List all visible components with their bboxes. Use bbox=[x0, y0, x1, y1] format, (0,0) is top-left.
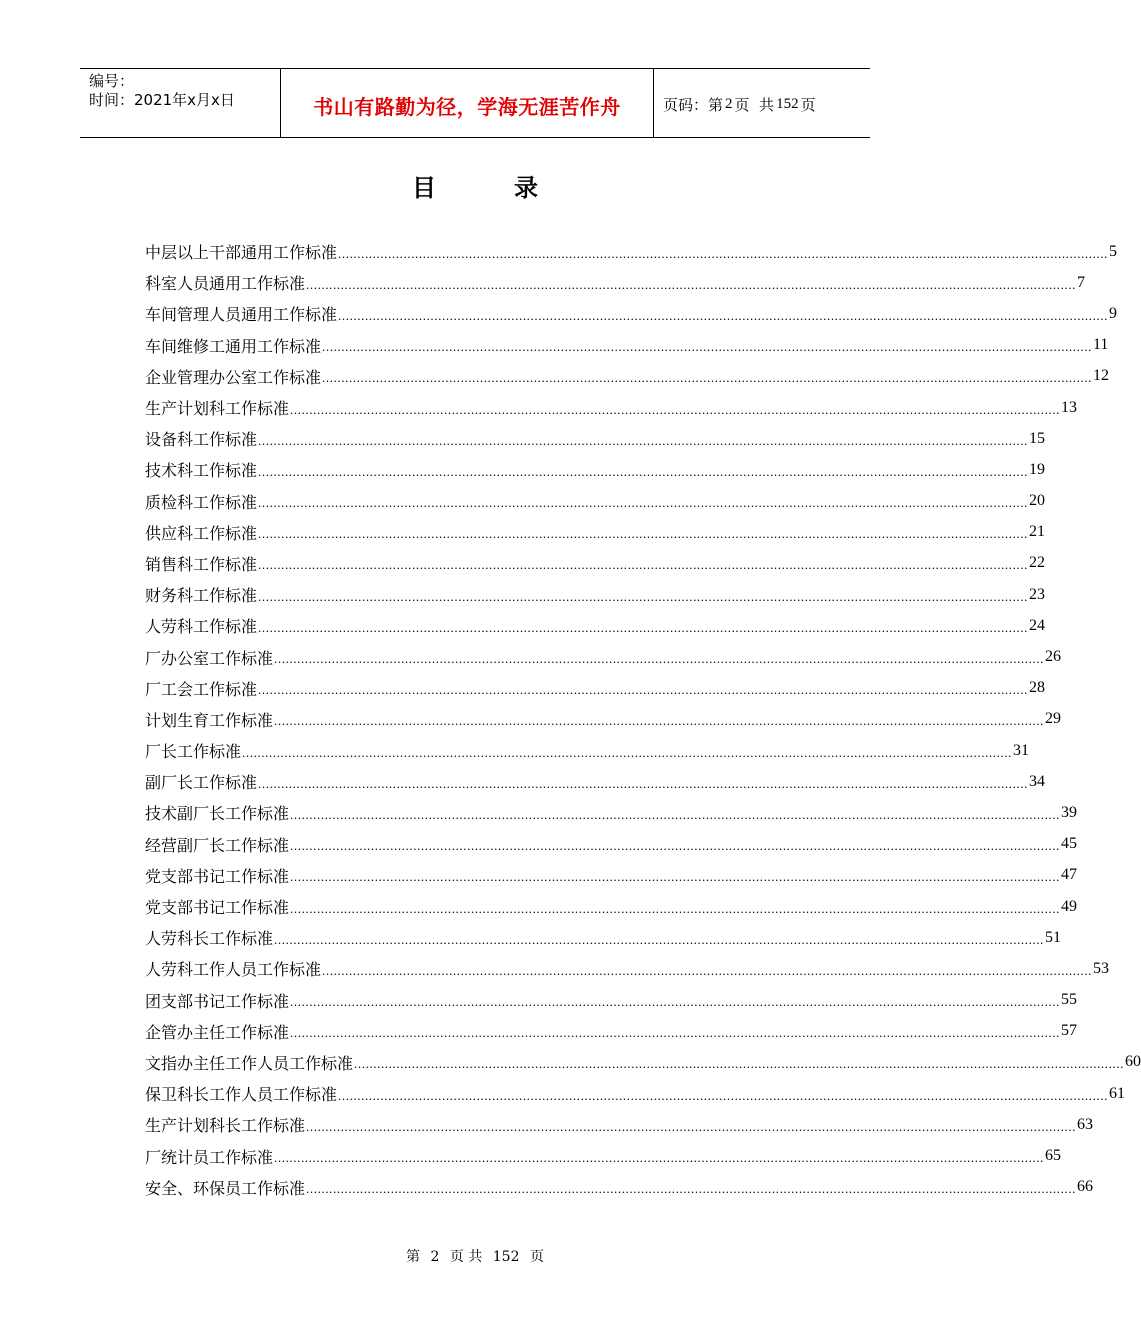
toc-entry[interactable] bbox=[145, 985, 1078, 1016]
toc-entry-label: 生产计划科长工作标准 bbox=[145, 1116, 306, 1136]
toc-leader-dots: ........................................................................................................................................................................................................ bbox=[290, 994, 1061, 1010]
toc-entry-label: 副厂长工作标准 bbox=[145, 773, 258, 793]
toc-entry[interactable] bbox=[145, 829, 1078, 860]
toc-entry-label: 保卫科长工作人员工作标准 bbox=[145, 1085, 338, 1105]
toc-list bbox=[145, 236, 1141, 1203]
toc-entry-page: 51 bbox=[1045, 928, 1062, 946]
toc-entry-page: 45 bbox=[1061, 835, 1078, 853]
toc-entry-page: 19 bbox=[1029, 460, 1046, 478]
toc-entry-label: 厂工会工作标准 bbox=[145, 679, 258, 699]
toc-entry[interactable] bbox=[145, 1109, 1094, 1140]
toc-entry-label: 安全、环保员工作标准 bbox=[145, 1178, 306, 1198]
toc-title bbox=[0, 168, 950, 203]
toc-entry-label: 党支部书记工作标准 bbox=[145, 898, 290, 918]
toc-leader-dots: ........................................................................................................................................................................................................ bbox=[274, 1150, 1045, 1166]
toc-entry[interactable] bbox=[145, 236, 1118, 267]
toc-entry[interactable] bbox=[145, 423, 1046, 454]
toc-entry-page: 21 bbox=[1029, 523, 1046, 541]
header-page-prefix: 页码：第 bbox=[663, 96, 724, 114]
toc-entry-page: 55 bbox=[1061, 991, 1078, 1009]
toc-entry[interactable] bbox=[145, 392, 1078, 423]
toc-entry[interactable] bbox=[145, 797, 1078, 828]
toc-entry-label: 党支部书记工作标准 bbox=[145, 866, 290, 886]
toc-entry-page: 5 bbox=[1109, 242, 1118, 260]
toc-entry-page: 15 bbox=[1029, 429, 1046, 447]
toc-leader-dots: ........................................................................................................................................................................................................ bbox=[322, 339, 1093, 355]
toc-entry-page: 53 bbox=[1093, 959, 1110, 977]
toc-leader-dots: ........................................................................................................................................................................................................ bbox=[322, 370, 1093, 386]
toc-entry[interactable] bbox=[145, 673, 1046, 704]
toc-leader-dots: ........................................................................................................................................................................................................ bbox=[258, 526, 1029, 542]
toc-entry-page: 9 bbox=[1109, 304, 1118, 322]
toc-leader-dots: ........................................................................................................................................................................................................ bbox=[258, 775, 1029, 791]
toc-leader-dots: ........................................................................................................................................................................................................ bbox=[258, 682, 1029, 698]
toc-entry-label: 销售科工作标准 bbox=[145, 554, 258, 574]
toc-entry-page: 20 bbox=[1029, 492, 1046, 510]
toc-entry-page: 63 bbox=[1077, 1115, 1094, 1133]
toc-leader-dots: ........................................................................................................................................................................................................ bbox=[338, 307, 1109, 323]
toc-entry-label: 质检科工作标准 bbox=[145, 492, 258, 512]
toc-entry-page: 65 bbox=[1045, 1147, 1062, 1165]
toc-entry-page: 60 bbox=[1125, 1053, 1141, 1071]
toc-leader-dots: ........................................................................................................................................................................................................ bbox=[274, 931, 1045, 947]
toc-entry[interactable] bbox=[145, 1016, 1078, 1047]
footer-prefix: 第 bbox=[406, 1249, 421, 1265]
toc-entry-page: 7 bbox=[1077, 273, 1086, 291]
toc-leader-dots: ........................................................................................................................................................................................................ bbox=[290, 806, 1061, 822]
toc-entry-label: 科室人员通用工作标准 bbox=[145, 274, 306, 294]
toc-leader-dots: ........................................................................................................................................................................................................ bbox=[290, 1025, 1061, 1041]
toc-entry-page: 29 bbox=[1045, 710, 1062, 728]
toc-leader-dots: ........................................................................................................................................................................................................ bbox=[274, 651, 1045, 667]
toc-entry[interactable] bbox=[145, 548, 1046, 579]
toc-leader-dots: ........................................................................................................................................................................................................ bbox=[354, 1056, 1125, 1072]
toc-entry-label: 企业管理办公室工作标准 bbox=[145, 367, 322, 387]
toc-leader-dots: ........................................................................................................................................................................................................ bbox=[258, 557, 1029, 573]
toc-entry[interactable] bbox=[145, 610, 1046, 641]
toc-leader-dots: ........................................................................................................................................................................................................ bbox=[338, 245, 1109, 261]
header-page-total: 152 bbox=[776, 96, 799, 112]
toc-leader-dots: ........................................................................................................................................................................................................ bbox=[306, 1118, 1077, 1134]
toc-entry[interactable] bbox=[145, 517, 1046, 548]
document-time-label: 时间：2021年x月x日 bbox=[89, 91, 235, 109]
toc-entry-label: 人劳科工作标准 bbox=[145, 617, 258, 637]
header-page-info bbox=[654, 69, 870, 137]
toc-entry[interactable] bbox=[145, 579, 1046, 610]
header-page-current: 2 bbox=[725, 96, 733, 112]
toc-entry[interactable] bbox=[145, 1047, 1141, 1078]
header-page-mid: 页 共 bbox=[734, 96, 775, 114]
toc-entry-label: 技术副厂长工作标准 bbox=[145, 804, 290, 824]
footer-mid: 页 共 bbox=[449, 1249, 483, 1265]
toc-entry[interactable] bbox=[145, 704, 1062, 735]
toc-entry-label: 车间管理人员通用工作标准 bbox=[145, 305, 338, 325]
toc-entry-label: 人劳科长工作标准 bbox=[145, 929, 274, 949]
toc-entry-label: 文指办主任工作人员工作标准 bbox=[145, 1053, 354, 1073]
toc-entry-page: 47 bbox=[1061, 866, 1078, 884]
toc-entry-label: 计划生育工作标准 bbox=[145, 710, 274, 730]
toc-entry-page: 34 bbox=[1029, 772, 1046, 790]
toc-entry-label: 车间维修工通用工作标准 bbox=[145, 336, 322, 356]
toc-leader-dots: ........................................................................................................................................................................................................ bbox=[306, 276, 1077, 292]
toc-entry[interactable] bbox=[145, 330, 1109, 361]
header-motto: 书山有路勤为径，学海无涯苦作舟 bbox=[281, 69, 654, 137]
toc-entry-page: 13 bbox=[1061, 398, 1078, 416]
toc-entry-page: 24 bbox=[1029, 616, 1046, 634]
toc-entry[interactable] bbox=[145, 486, 1046, 517]
toc-entry-page: 31 bbox=[1013, 741, 1030, 759]
toc-entry-label: 厂长工作标准 bbox=[145, 742, 242, 762]
toc-entry[interactable] bbox=[145, 641, 1062, 672]
toc-leader-dots: ........................................................................................................................................................................................................ bbox=[322, 962, 1093, 978]
toc-leader-dots: ........................................................................................................................................................................................................ bbox=[290, 900, 1061, 916]
toc-leader-dots: ........................................................................................................................................................................................................ bbox=[258, 463, 1029, 479]
toc-entry-page: 23 bbox=[1029, 585, 1046, 603]
toc-entry[interactable] bbox=[145, 766, 1046, 797]
toc-leader-dots: ........................................................................................................................................................................................................ bbox=[242, 744, 1013, 760]
toc-leader-dots: ........................................................................................................................................................................................................ bbox=[338, 1087, 1109, 1103]
footer-total: 152 bbox=[492, 1249, 520, 1265]
toc-leader-dots: ........................................................................................................................................................................................................ bbox=[290, 869, 1061, 885]
toc-leader-dots: ........................................................................................................................................................................................................ bbox=[306, 1181, 1077, 1197]
toc-entry-label: 技术科工作标准 bbox=[145, 461, 258, 481]
toc-entry[interactable] bbox=[145, 267, 1086, 298]
toc-entry-page: 49 bbox=[1061, 897, 1078, 915]
toc-entry-label: 经营副厂长工作标准 bbox=[145, 835, 290, 855]
toc-leader-dots: ........................................................................................................................................................................................................ bbox=[258, 619, 1029, 635]
toc-entry[interactable] bbox=[145, 735, 1030, 766]
toc-entry-label: 厂办公室工作标准 bbox=[145, 648, 274, 668]
toc-entry[interactable] bbox=[145, 891, 1078, 922]
toc-entry-page: 11 bbox=[1093, 336, 1109, 354]
toc-entry-page: 22 bbox=[1029, 554, 1046, 572]
toc-entry-page: 57 bbox=[1061, 1022, 1078, 1040]
toc-leader-dots: ........................................................................................................................................................................................................ bbox=[258, 432, 1029, 448]
toc-leader-dots: ........................................................................................................................................................................................................ bbox=[290, 838, 1061, 854]
toc-title-right: 录 bbox=[514, 173, 538, 202]
toc-leader-dots: ........................................................................................................................................................................................................ bbox=[258, 588, 1029, 604]
toc-entry-label: 中层以上干部通用工作标准 bbox=[145, 243, 338, 263]
toc-entry-page: 39 bbox=[1061, 803, 1078, 821]
toc-entry-page: 66 bbox=[1077, 1178, 1094, 1196]
toc-entry-label: 生产计划科工作标准 bbox=[145, 399, 290, 419]
toc-entry[interactable] bbox=[145, 454, 1046, 485]
toc-entry-page: 61 bbox=[1109, 1084, 1126, 1102]
toc-entry-label: 企管办主任工作标准 bbox=[145, 1022, 290, 1042]
toc-entry-label: 供应科工作标准 bbox=[145, 523, 258, 543]
toc-leader-dots: ........................................................................................................................................................................................................ bbox=[258, 495, 1029, 511]
document-number-label: 编号： bbox=[89, 72, 135, 90]
toc-entry[interactable] bbox=[145, 1172, 1094, 1203]
toc-leader-dots: ........................................................................................................................................................................................................ bbox=[274, 713, 1045, 729]
toc-entry[interactable] bbox=[145, 361, 1110, 392]
page-footer bbox=[0, 1246, 950, 1266]
toc-title-left: 目 bbox=[412, 173, 436, 202]
footer-current: 2 bbox=[430, 1249, 440, 1265]
header-meta bbox=[80, 69, 281, 137]
toc-entry[interactable] bbox=[145, 1140, 1062, 1171]
document-header bbox=[80, 68, 870, 138]
toc-entry-label: 团支部书记工作标准 bbox=[145, 991, 290, 1011]
footer-suffix: 页 bbox=[529, 1249, 544, 1265]
toc-entry-page: 28 bbox=[1029, 679, 1046, 697]
toc-entry[interactable] bbox=[145, 953, 1110, 984]
toc-entry[interactable] bbox=[145, 298, 1118, 329]
header-page-suffix: 页 bbox=[800, 96, 816, 114]
toc-entry[interactable] bbox=[145, 922, 1062, 953]
toc-leader-dots: ........................................................................................................................................................................................................ bbox=[290, 401, 1061, 417]
toc-entry-label: 财务科工作标准 bbox=[145, 586, 258, 606]
toc-entry-page: 12 bbox=[1093, 367, 1110, 385]
toc-entry[interactable] bbox=[145, 1078, 1126, 1109]
toc-entry-label: 厂统计员工作标准 bbox=[145, 1147, 274, 1167]
toc-entry-page: 26 bbox=[1045, 648, 1062, 666]
toc-entry-label: 设备科工作标准 bbox=[145, 430, 258, 450]
toc-entry[interactable] bbox=[145, 860, 1078, 891]
toc-entry-label: 人劳科工作人员工作标准 bbox=[145, 960, 322, 980]
